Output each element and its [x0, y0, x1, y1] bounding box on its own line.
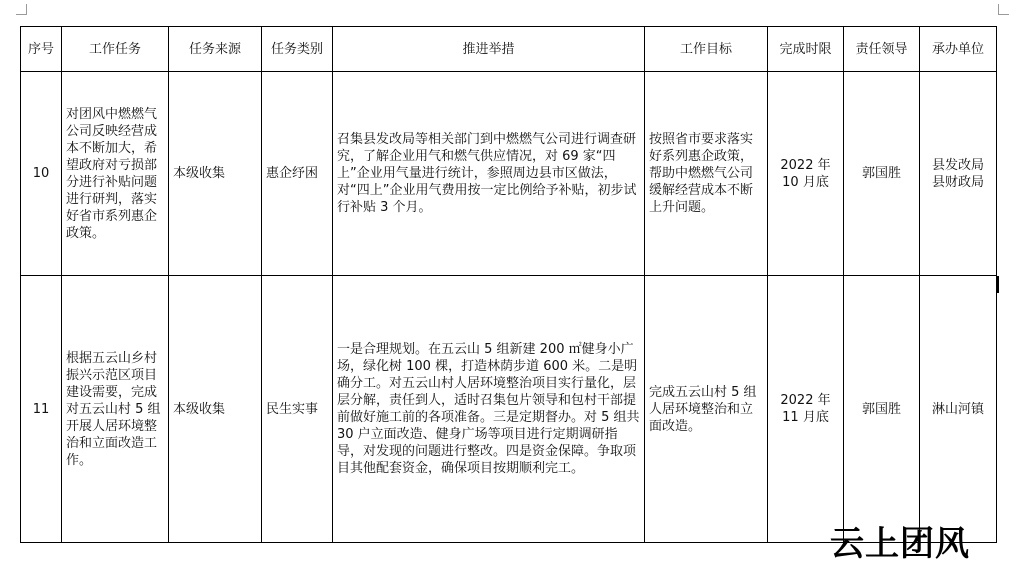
- header-unit: 承办单位: [920, 27, 997, 72]
- header-category: 任务类别: [262, 27, 333, 72]
- cell-category: 民生实事: [262, 276, 333, 543]
- cell-unit: 淋山河镇: [920, 276, 997, 543]
- header-source: 任务来源: [169, 27, 262, 72]
- header-task: 工作任务: [62, 27, 169, 72]
- cell-goal: 完成五云山村 5 组人居环境整治和立面改造。: [645, 276, 768, 543]
- header-no: 序号: [21, 27, 62, 72]
- cell-measures: 召集县发改局等相关部门到中燃燃气公司进行调查研究，了解企业用气和燃气供应情况，对 69 家“四上”企业用气量进行统计，参照周边县市区做法，对“四上”企业用气费用按一定比例给予补贴，初步试行补贴 3 个月。: [333, 72, 645, 276]
- cell-source: 本级收集: [169, 72, 262, 276]
- page-corner-mark-right: [998, 4, 1009, 15]
- page-corner-mark-left: [16, 4, 27, 15]
- text-cursor: [997, 276, 999, 293]
- task-table: [20, 26, 997, 543]
- cell-category: 惠企纾困: [262, 72, 333, 276]
- table-row: [21, 72, 997, 276]
- watermark-logo: 云上团风: [830, 524, 970, 564]
- header-leader: 责任领导: [844, 27, 920, 72]
- cell-deadline: 2022 年 10 月底: [768, 72, 844, 276]
- table-row: [21, 276, 997, 543]
- cell-no: 11: [21, 276, 62, 543]
- cell-source: 本级收集: [169, 276, 262, 543]
- cell-no: 10: [21, 72, 62, 276]
- cell-leader: 郭国胜: [844, 72, 920, 276]
- header-goal: 工作目标: [645, 27, 768, 72]
- cell-measures: 一是合理规划。在五云山 5 组新建 200 ㎡健身小广场，绿化树 100 棵，打造林荫步道 600 米。二是明确分工。对五云山村人居环境整治项目实行量化，层层分解，责任到人，适时召集包片领导和包村干部提前做好施工前的各项准备。三是定期督办。对 5 组共 30 户立面改造、健身广场等项目进行定期调研指导，对发现的问题进行整改。四是资金保障。争取项目其他配套资金，确保项目按期顺利完工。: [333, 276, 645, 543]
- cell-task: 对团风中燃燃气公司反映经营成本不断加大，希望政府对亏损部分进行补贴问题进行研判，落实好省市系列惠企政策。: [62, 72, 169, 276]
- cell-goal: 按照省市要求落实好系列惠企政策，帮助中燃燃气公司缓解经营成本不断上升问题。: [645, 72, 768, 276]
- header-deadline: 完成时限: [768, 27, 844, 72]
- table-header-row: [21, 27, 997, 72]
- cell-task: 根据五云山乡村振兴示范区项目建设需要，完成对五云山村 5 组开展人居环境整治和立面改造工作。: [62, 276, 169, 543]
- cell-leader: 郭国胜: [844, 276, 920, 543]
- cell-deadline: 2022 年 11 月底: [768, 276, 844, 543]
- cell-unit: 县发改局 县财政局: [920, 72, 997, 276]
- header-measures: 推进举措: [333, 27, 645, 72]
